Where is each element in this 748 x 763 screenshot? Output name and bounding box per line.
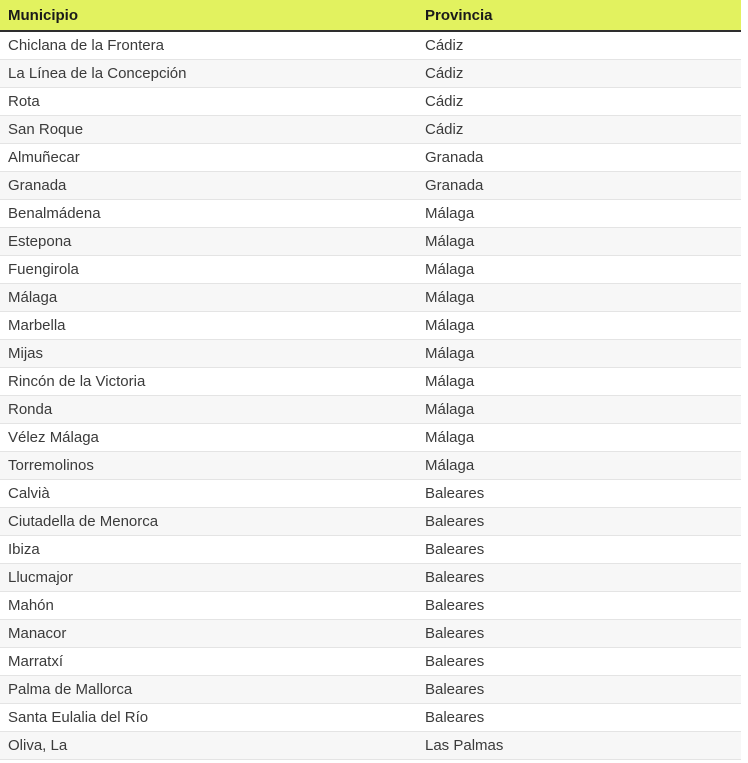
provincia-cell: Granada bbox=[417, 172, 741, 200]
table-row bbox=[0, 200, 741, 228]
municipio-cell: Chiclana de la Frontera bbox=[0, 31, 417, 60]
provincia-cell: Baleares bbox=[417, 676, 741, 704]
table-row bbox=[0, 88, 741, 116]
table-row bbox=[0, 256, 741, 284]
table-row bbox=[0, 424, 741, 452]
table-row bbox=[0, 312, 741, 340]
header-row bbox=[0, 0, 741, 31]
table-row bbox=[0, 60, 741, 88]
table-row bbox=[0, 592, 741, 620]
table-row bbox=[0, 284, 741, 312]
table-row bbox=[0, 396, 741, 424]
table-row bbox=[0, 620, 741, 648]
municipio-cell: Benalmádena bbox=[0, 200, 417, 228]
municipio-cell: Ronda bbox=[0, 396, 417, 424]
municipio-cell: Almuñecar bbox=[0, 144, 417, 172]
table-header bbox=[0, 0, 741, 31]
municipio-cell: Oliva, La bbox=[0, 732, 417, 760]
table-row bbox=[0, 172, 741, 200]
provincia-cell: Baleares bbox=[417, 648, 741, 676]
table-row bbox=[0, 704, 741, 732]
municipio-cell: Palma de Mallorca bbox=[0, 676, 417, 704]
municipio-cell: Ibiza bbox=[0, 536, 417, 564]
municipio-cell: Mijas bbox=[0, 340, 417, 368]
column-header-provincia: Provincia bbox=[417, 0, 741, 31]
provincia-cell: Granada bbox=[417, 144, 741, 172]
municipio-cell: Marratxí bbox=[0, 648, 417, 676]
municipio-cell: Mahón bbox=[0, 592, 417, 620]
municipio-cell: Torremolinos bbox=[0, 452, 417, 480]
municipio-cell: Granada bbox=[0, 172, 417, 200]
provincia-cell: Las Palmas bbox=[417, 732, 741, 760]
provincia-cell: Baleares bbox=[417, 704, 741, 732]
table-row bbox=[0, 480, 741, 508]
provincia-cell: Málaga bbox=[417, 368, 741, 396]
table-row bbox=[0, 564, 741, 592]
provincia-cell: Málaga bbox=[417, 284, 741, 312]
provincia-cell: Baleares bbox=[417, 480, 741, 508]
municipio-cell: Estepona bbox=[0, 228, 417, 256]
municipio-cell: Fuengirola bbox=[0, 256, 417, 284]
provincia-cell: Cádiz bbox=[417, 31, 741, 60]
table-body bbox=[0, 31, 741, 760]
table-row bbox=[0, 228, 741, 256]
provincia-cell: Baleares bbox=[417, 592, 741, 620]
municipio-cell: La Línea de la Concepción bbox=[0, 60, 417, 88]
municipio-cell: Vélez Málaga bbox=[0, 424, 417, 452]
table-row bbox=[0, 676, 741, 704]
municipio-cell: Santa Eulalia del Río bbox=[0, 704, 417, 732]
provincia-cell: Baleares bbox=[417, 508, 741, 536]
provincia-cell: Málaga bbox=[417, 312, 741, 340]
provincia-cell: Málaga bbox=[417, 396, 741, 424]
provincia-cell: Baleares bbox=[417, 536, 741, 564]
table-row bbox=[0, 536, 741, 564]
table-row bbox=[0, 368, 741, 396]
provincia-cell: Málaga bbox=[417, 200, 741, 228]
provincia-cell: Baleares bbox=[417, 620, 741, 648]
municipio-cell: Rincón de la Victoria bbox=[0, 368, 417, 396]
table-row bbox=[0, 31, 741, 60]
provincia-cell: Cádiz bbox=[417, 88, 741, 116]
provincia-cell: Baleares bbox=[417, 564, 741, 592]
municipio-cell: Marbella bbox=[0, 312, 417, 340]
provincia-cell: Málaga bbox=[417, 256, 741, 284]
column-header-municipio: Municipio bbox=[0, 0, 417, 31]
table-row bbox=[0, 144, 741, 172]
table-row bbox=[0, 648, 741, 676]
provincia-cell: Málaga bbox=[417, 340, 741, 368]
provincia-cell: Málaga bbox=[417, 424, 741, 452]
provincia-cell: Málaga bbox=[417, 452, 741, 480]
municipio-cell: Rota bbox=[0, 88, 417, 116]
municipio-cell: Málaga bbox=[0, 284, 417, 312]
table-row bbox=[0, 732, 741, 760]
table-row bbox=[0, 116, 741, 144]
municipio-cell: Calvià bbox=[0, 480, 417, 508]
provincia-cell: Cádiz bbox=[417, 60, 741, 88]
table-row bbox=[0, 508, 741, 536]
municipio-cell: Ciutadella de Menorca bbox=[0, 508, 417, 536]
municipio-cell: Llucmajor bbox=[0, 564, 417, 592]
municipio-cell: San Roque bbox=[0, 116, 417, 144]
provincia-cell: Cádiz bbox=[417, 116, 741, 144]
table-row bbox=[0, 340, 741, 368]
municipio-cell: Manacor bbox=[0, 620, 417, 648]
provincia-cell: Málaga bbox=[417, 228, 741, 256]
table-row bbox=[0, 452, 741, 480]
